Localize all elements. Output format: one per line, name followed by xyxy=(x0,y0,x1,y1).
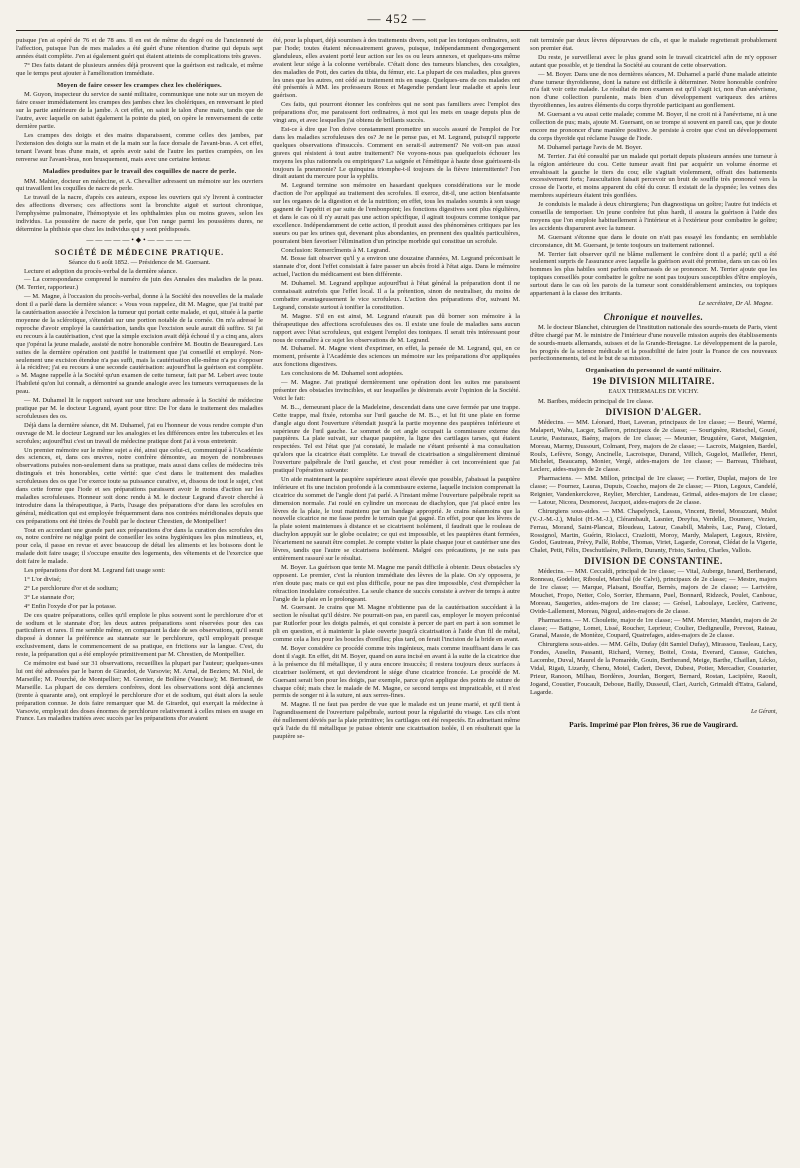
paragraph: M. Guyon, inspecteur du service de santé militaire, communique une note sur un moyen de faire cesser immédiatement les crampes des jambes chez les cholériques, en renversant le pied sur la partie antérieure de la jambe. A cet effet, on saisit le talon d'une main, tandis que de l'autre, avec laquelle on saisit également la pointe du pied, on opère le renversement de cette dernière partie. xyxy=(16,91,263,131)
list-item: 1° L'or divisé; xyxy=(24,576,61,583)
header-rule xyxy=(16,30,778,31)
paragraph: Un aide maintenant la paupière supérieure aussi élevée que possible, j'abaissai la paupière inférieure et fis une incision profonde à la commissure externe, laquelle incision comprenait la cicatrice du sommet de l'angle dont j'ai parlé. A l'instant même l'ouverture palpébrale reprit sa dimension normale. J'ai roulé en cylindre un morceau de diachylon, que j'ai placé entre les lèvres de la plaie, le tout maintenu par un bandage approprié. Je crains néanmoins que la nouvelle cicatrice ne me fasse perdre le terrain que j'ai gagné. En effet, pour que les lèvres de la plaie soient maintenues à distance et se cicatrisent isolément, il faudrait que le rouleau de diachylon appuyât sur le globe oculaire; ce qui est impossible, et les paupières étant fermées, l'écartement ne saurait être complet. Je compte visiter la plaie chaque jour et cautériser une des lèvres, tandis que l'autre se cicatrisera isolément. Malgré ces précautions, je ne suis pas entièrement rassuré sur le résultat. xyxy=(273,475,520,562)
paragraph: — M. Duhamel lit le rapport suivant sur une brochure adressée à la Société de médecine pratique par M. le docteur Legrand, ayant pour titre: De l'or dans le traitement des maladies scrofuleuses des os. xyxy=(16,397,263,420)
paragraph: M. Duhamel partage l'avis de M. Boyer. xyxy=(538,143,643,151)
paragraph: — La correspondance comprend le numéro de juin des Annales des maladies de la peau. (M. Terrier, rapporteur.) xyxy=(16,276,263,292)
paragraph: Médecins. — MM. Léonard, Huet, Laveran, principaux de 1re classe; — Beuré, Warmé, Malapert, Wahu, Lacger, Salleron, principaux de 2e classe; — Sourignère, Rietschel, Gouré, Leurie, Pasturaux, Baény, majors de 1re classe; — Meunier, Bruguière, Garet, Maignien, Moreau, Marmy, Dussourt, Colmant, Frey, majors de 2e classe; — Lacroix, Maignien, Bardel, Roulx, Lefèvre, Songy, Ancinelle, Lacroisque, Durand, Villich, Gugelot, Maillefer, Henri, Michelet, Beaucamp, Monier, Vergé, aides-majors de 1re classe; — Barreau, Thiébaut, Leclerc, aides-majors de 2e classe. xyxy=(530,418,777,474)
paragraph: Chirurgiens sous-aides. — MM. Gélis, Dufay (dit Samiel Dufay), Mirassou, Tauleau, Lacy, Fondes, Auselin, Passanti, Richard, Verney, Boitel, Costa, Everard, Causse, Guiches, Lacombe, Duval, Maurel de la Pomarède, Gouin, Bertherand, Meige, Barthe, Chaillan, Lécko, Vidal, Rigaü, Lizardy, Chenu, Motel, Cadert, Devot, Dubest, Potier, Mercadier, Cousturier, Prieur, Ranoon, Milhau, Bordères, Jourdan, Borgert, Bernard, Rostan, Lacipière, Raoult, Jogand, Coustier, Foucault, Deboue, Bailly, Dusseuil, Clari, Aurich, Grimaldi d'Estra, Galand, Lagarde. xyxy=(530,641,777,696)
paragraph: M. Terrier. J'ai été consulté par un malade qui portait depuis plusieurs années une tumeur à la région antérieure du cou. Cette tumeur avait fini par acquérir un volume énorme et envahissait la gauche le tiers du cou; elle s'agitait violemment, offrait des battements excessivement forts; l'auscultation faisait percevoir un bruit de souffle très prononcé vers la crosse de l'aorte, et moins apparent du côté du cœur. Il existait de la dyspnée; les veines des membres supérieurs étaient très gonflées. xyxy=(530,152,777,200)
section-heading-chronique: Chronique et nouvelles. xyxy=(603,311,704,322)
paragraph: Les conclusions de M. Duhamel sont adoptées. xyxy=(281,370,404,378)
paragraph: puisque j'en ai opéré de 76 et de 78 ans. Il en est de même du degré ou de l'ancienneté de l'affection, puisque l'un de mes malades a été guéri d'une rétention d'urine qui depuis sept années était complète. J'en ai également guéri qui étaient atteints de complications très graves. xyxy=(16,37,263,60)
gerant-signature: Le Gérant, xyxy=(751,708,777,715)
column-1 xyxy=(16,37,263,1162)
paragraph: De ces quatre préparations, celles qu'il emploie le plus souvent sont le perchlorure d'or et de sodium et le stannate d'or; les deux autres préparations sont réservées pour des cas particuliers et rares. Il me semble même, en comparant la date de ses observations, qu'il serait disposé à donner la préférence au stannate sur le perchlorure, qu'il employait presque exclusivement, dans le commencement de sa pratique, en frictions sur la langue. C'est, du reste, la préparation qui a été employée primitivement par M. Chrestien, de Montpellier. xyxy=(16,611,263,659)
paragraph: M. Boyer. La guérison que tente M. Magne me paraît difficile à obtenir. Deux obstacles s'y opposent. Le premier, c'est la réunion immédiate des lèvres de la plaie. On s'y opposera, je n'en doute pas; mais ce qui est plus difficile, pour ne pas dire impossible, c'est d'empêcher la rétraction inodulaire consécutive. La seule chance de succès consiste à aviver de temps à autre l'angle de la plaie en le prolongeant. xyxy=(273,563,520,603)
subheading-vichy: EAUX THERMALES DE VICHY. xyxy=(608,388,699,396)
paragraph: Tout en accordant une grande part aux préparations d'or dans la curation des scrofules des os, notre confrère ne néglige point de conseiller les soins hygiéniques les plus minutieux, et, pour cela, il passe en revue et avec beaucoup de détail les aliments et les boissons dont le malade doit faire usage; il s'occupe ensuite des logements, des vêtements et de l'exercice que doit faire le malade. xyxy=(16,526,263,566)
paragraph: Conclusion: Remercîments à M. Legrand. xyxy=(281,246,391,254)
paragraph: 7° Des faits datant de plusieurs années déjà prouvent que la guérison est radicale, et même que le temps peut ajouter à l'amélioration immédiate. xyxy=(16,61,263,77)
seance-line: Séance du 6 août 1852. — Présidence de M. Guersant. xyxy=(68,258,211,266)
list-item: 3° Le stannate d'or; xyxy=(24,593,75,601)
list-item: 4° Enfin l'oxyde d'or par la potasse. xyxy=(24,602,117,610)
section-heading-nacre: Maladies produites par le travail des coquilles de nacre de perle. xyxy=(42,167,237,175)
paragraph: Le travail de la nacre, d'après ces auteurs, expose les ouvriers qui s'y livrent à contracter des affections diverses; ces affections sont la bronchite aiguë et surtout chronique, l'emphysème pulmonaire, l'hémoptysie et les ophthalmies plus ou moins graves, selon les individus. La poussière de nacre de perle, que l'on range parmi les poussières dures, ne détermine la phthisie que chez les individus qui y sont prédisposés. xyxy=(16,194,263,233)
section-heading-organisation: Organisation du personnel de santé militaire. xyxy=(585,367,722,375)
paragraph: été, pour la plupart, déjà soumises à des traitements divers, soit par les toniques ordinaires, soit par l'iode; toutes étaient nécessairement graves, puisque, indépendamment d'engorgement glanduleux, elles avaient porté leur action sur les os ou leurs annexes, et quelques-uns même avaient leur siége à la colonne vertébrale. C'était donc des tumeurs blanches, des coxalgies, des maladies de Pott, des caries du tibia, du fémur, etc. La plupart de ces maladies, plus graves les unes que les autres, ont cédé au traitement mis en usage. Quelques-uns de ces malades ont été présentés à MM. les professeurs Roux et Magendie pendant leur maladie et après leur guérison. xyxy=(273,37,520,100)
paragraph: M. Magne. S'il en est ainsi, M. Legrand n'aurait pas dû borner son mémoire à la thérapeutique des affections scrofuleuses des os. Il existe une foule de maladies sans aucun rapport avec l'état scrofuleux, qui exigent l'emploi des toniques. Il serait très intéressant pour nous de connaître à ce sujet les observations de M. Legrand. xyxy=(273,312,520,344)
paragraph: M. Bosse fait observer qu'il y a environ une douzaine d'années, M. Legrand préconisait le stannate d'or, dont l'effet consistait à faire passer un abcès froid à l'état aigu. Dans le mémoire actuel, l'action du médicament est bien différente. xyxy=(273,255,520,279)
society-title: SOCIÉTÉ DE MÉDECINE PRATIQUE. xyxy=(54,247,225,257)
paragraph: — M. Magne. J'ai pratiqué dernièrement une opération dont les suites me paraissent présenter des obstacles invincibles, et sur lesquelles je désirerais avoir l'opinion de la Société. Voici le fait: xyxy=(273,379,520,402)
secretary-signature: Le secrétaire, Dr Al. Magne. xyxy=(698,300,773,307)
paragraph: Du reste, je surveillerai avec le plus grand soin le travail cicatriciel afin de m'y opposer autant que possible, et je tiendrai la Société au courant de cette observation. xyxy=(530,53,777,69)
paragraph: Déjà dans la dernière séance, dit M. Duhamel, j'ai eu l'honneur de vous rendre compte d'un ouvrage de M. le docteur Legrand sur les analogies et les différences entre les tubercules et les scrofules; aujourd'hui c'est un travail de médecine pratique dont j'ai à vous entretenir. xyxy=(16,421,263,445)
paragraph: M. Guersant. Je crains que M. Magne n'obtienne pas de la cautérisation succédant à la section le résultat qu'il désire. Ne pourrait-on pas, en pareil cas, employer le moyen préconisé par Rutlorfer pour les doigts palmés, et qui consiste à percer de part en part à son sommet le pli en question, et à maintenir la plaie ouverte jusqu'à cicatrisation à l'aide d'un fil de métal, comme cela a lieu pour les boucles d'oreilles; plus tard, on ferait l'incision de la bride en avant. xyxy=(273,604,520,644)
paragraph: Est-ce à dire que l'on doive constamment promettre un succès assuré de l'emploi de l'or dans les maladies scrofuleuses des os? Je ne le pense pas, et M. Legrand, puisqu'il rapporte quelques observations d'insuccès. Comment en serait-il autrement? Ne voit-on pas aussi graves qui résistent à tout autre traitement? Ne voyons-nous pas quelquefois échouer les moyens les plus rationnels ou empiriques? La saignée et l'émétique à haute dose guérissent-ils toujours la pneumonie? Le quinquina triomphe-t-il toujours de la fièvre intermittente? l'on dirait autant du mercure pour la syphilis. xyxy=(273,125,520,181)
paragraph: Ces faits, qui pourront étonner les confrères qui ne sont pas familiers avec l'emploi des préparations d'or, me paraissent fort ordinaires, à moi qui les mets en usage depuis plus de vingt ans, et avec lesquelles j'ai obtenu de brillants succès. xyxy=(273,101,520,125)
paragraph: M. Terrier fait observer qu'il ne blâme nullement le confrère dont il a parlé; qu'il a été seulement surpris de l'assurance avec laquelle la guérison avait été promise, dans un cas où les hommes les plus habiles sont parfois embarrassés de se prononcer. M. Terrier ajoute que les topiques conseillés pour combattre le goître ne sont pas toujours susceptibles d'être employés, surtout dans le cas où les parois de la tumeur sont considérablement amincies, ou topiques appartenant à la classe des irritants. xyxy=(530,250,777,298)
paragraph: M. Guersant s'étonne que dans le doute on n'ait pas essayé les fondants; en semblable circonstance, dit M. Guersant, je tente toujours un traitement rationnel. xyxy=(530,233,777,249)
division-heading-alger: DIVISION D'ALGER. xyxy=(605,406,702,417)
paragraph: Un premier mémoire sur le même sujet a été, ainsi que celui-ci, communiqué à l'Académie des sciences, et, dans ces œuvres, notre confrère démontre, au moyen de nombreuses observations puisées non-seulement dans sa pratique, mais aussi dans celles de médecins très distingués et très honorables, cette vérité: que c'est dans le traitement des maladies scrofuleuses des os que l'or exerce toute sa puissance curative, et, dissous de tout le sujet, c'est dans cette forme que l'iode et ses préparations paraissent avoir le moins d'action sur les maladies scrofuleuses. Honneur soit donc rendu à M. le docteur Legrand d'avoir cherché à introduire dans la thérapeutique, à Paris, l'usage des préparations d'or dans les scrofules en général, médication qui est employée fréquemment dans nos contrées méridionales depuis que ces préparations ont été tirées de l'oubli par le docteur Chrestien, de Montpellier! xyxy=(16,446,263,525)
paragraph: — M. Magne, à l'occasion du procès-verbal, donne à la Société des nouvelles de la malade dont il a parlé dans la dernière séance: « Vous vous rappelez, dit M. Magne, que j'ai traité par la cautérisation associée à l'excision la tumeur qui portait cette malade, et qui, située à la partie moyenne de la sclérotique, s'étendait sur une portion notable de la cornée. On m'a adressé le reproche d'avoir employé la cautérisation, tandis que l'excision seule aurait dû suffire. Si j'ai eu recours à la cautérisation, c'est que la simple excision avait déjà échoué il y a cinq ans, alors que j'opérai la jeune malade, assisté de notre honorable confrère M. Boutin de Beauregard. Les suites de la dernière opération ont justifié le traitement que j'ai conseillé et employé. Non-seulement une excision étendue n'a pas suffi, mais la cautérisation elle-même n'a pu s'opposer à la récidive; j'ai eu recours à une seconde cautérisation: aujourd'hui la guérison est complète. » M. Magne rappelle à la Société qu'un examen de cette tumeur, fait par M. Lebert avec toute l'habileté qu'on lui connaît, a démontré sa grande analogie avec les tumeurs verruqueuses de la peau. xyxy=(16,293,263,396)
paragraph: Les préparations d'or dont M. Legrand fait usage sont: xyxy=(24,567,166,575)
paragraph: M. B..., demeurant place de la Madeleine, descendait dans une cave fermée par une trappe. Cette trappe, mal fixée, retomba sur l'œil gauche de M. B..., et lui fit une plaie en forme d'angle aigu dont l'ouverture s'étendait jusqu'à la partie moyenne des paupières inférieure et supérieure de l'œil gauche. Le sommet de cet angle occupait la commissure externe des paupières. La plaie suivait, sur chaque paupière, la ligne des cartilages tarses, qui étaient respectées. Tel est l'état que j'ai constaté, le malade ne s'étant présenté à ma consultation qu'alors que la cicatrice était complète. Le travail de cicatrisation a singulièrement diminué l'ouverture palpébrale de l'œil gauche, et c'est pour remédier à cet inconvénient que j'ai pratiqué l'opération suivante: xyxy=(273,403,520,475)
division-heading-19: 19e DIVISION MILITAIRE. xyxy=(592,376,715,387)
paragraph: M. Duhamel. M. Magne vient d'exprimer, en effet, la pensée de M. Legrand, qui, en ce moment, présente à l'Académie des sciences un mémoire sur les préparations d'or appliquées aux fonctions digestives. xyxy=(273,345,520,369)
paragraph: Chirurgiens sous-aides. — MM. Chapelynck, Lassus, Vincent, Bretel, Morazzani, Mulot (V.-J.-M.-J.), Mulot (H.-M.-J.), Clérambault, Lasnier, Dreyfus, Verdelle, Doumerc, Vezien, Ferrau, Morand, Saint-Plancat, Bloudeau, Latour, Casabill, Mabrès, Lac, Paraj, Clotard, Rossignol, Martin, Guérin, Riolacci, Crazlotti, Moroy, Mardy, Malapert, Legoux, Rivière, Godot, Gautreau, Prévy, Pallé, Robbe, Thomas, Viriet, Lagarde, Coronat, Clédat de la Vigerie, Chalet, Petit, Félix, Deschuttlaère, Pellerin, Duranty, Fristo, Sardou, Charles, Vallois. xyxy=(530,507,777,555)
paragraph: Ce mémoire est basé sur 31 observations, recueillies la plupart par l'auteur; quelques-unes lui ont été adressées par le baron de Girardot, de Varsovie; M. Arnal, de Beziers; M. Niel, de Marseille; M. Pourché, de Montpellier; M. Grenier, de Bollène (Vaucluse); M. Bertrand, de Marseille. La plupart de ces derniers confrères, dont les observations sont déjà anciennes (trente à quarante ans), ont employé le perchlorure d'or et de sodium, qui était alors la seule préparation connue. Je dois faire remarquer que M. de Girardot, qui exerçait la médecine à Varsovie, employait des doses énormes de perchlorure relativement à celles mises en usage en France. Les maladies traitées avec succès par les préparations d'or avaient xyxy=(16,660,263,723)
column-3 xyxy=(530,37,777,1162)
paragraph: Pharmaciens. — M. Choulette, major de 1re classe; — MM. Mercier, Mandet, majors de 2e classe; — Batigne, Lomet, Lissé, Roucher, Leprieur, Coulier, Dedigneulle, Prevost, Rateau, Granal, Massie, de Montèze, Coupard, Quatrefages, aides-majors de 2e classe. xyxy=(530,616,777,640)
page-number: — 452 — xyxy=(367,11,427,26)
paragraph: — M. Boyer. Dans une de nos dernières séances, M. Duhamel a parlé d'une malade atteinte d'une tumeur thyroïdienne, dont la nature est difficile à déterminer. Notre honorable confrère m'a fait voir cette malade. Le résultat de mon examen est qu'il s'agit ici, non d'un anévrisme, non d'une collection purulente, mais bien d'un développement variqueux des artères thyroïdiennes, les autres éléments du corps thyroïde participant au gonflement. xyxy=(530,70,777,110)
paragraph: Les crampes des doigts et des mains disparaissent, comme celles des jambes, par l'extension des doigts sur la main et de la main sur la face dorsale de l'avant-bras. A cet effet, tenant l'avant bras d'une main, et après avoir saisi de l'autre les parties crampées, on les renverse sur l'avant-bras, non brusquement, mais avec une certaine lenteur. xyxy=(16,131,263,163)
columns xyxy=(16,37,778,1162)
paragraph: M. Duhamel. M. Legrand applique aujourd'hui à l'état général la préparation dont il ne connaissait autrefois que l'effet local. Il a la prétention, sinon de neutraliser, du moins de combattre avantageusement le vice scrofuleux. L'action des préparations d'or, suivant M. Legrand, consiste surtout à tonifier la constitution. xyxy=(273,280,520,311)
paragraph: Médecins. — MM. Ceccaldi, principal de 1re classe; — Vital, Auberge, Isnard, Bertherand, Ronneau, Godelier, Riboulet, Marchal (de Calvi), principaux de 2e classe; — Mestre, majors de 1re classe; — Marque, Plaisant, Bouffar, Bernès, majors de 2e classe; — Larivière, Mouchet, Fropo, Netter, Colo, Sorrier, Ehrmann, Puel, Bonnard, Ridzeck, Poulet, Canbouc, Moreau, Saugeries, aides-majors de 1re classe; — Grésel, Laboulaye, Leclère, Carivenc, Ovide-Lallement, Moreau, Nigoul, aides-majors de 2e classe. xyxy=(530,568,777,615)
paragraph: Je conduisis le malade à deux chirurgiens; l'un diagnostiqua un goître; l'autre fut indécis et conseilla de temporiser. Un jeune confrère fut plus hardi, il assura la guérison à l'aide des moyens que l'on emploie habituellement à l'intérieur et à l'extérieur pour combattre le goître; les accidents disparurent avec la tumeur. xyxy=(530,201,777,232)
section-heading-crampes: Moyen de faire cesser les crampes chez les cholériques. xyxy=(57,81,222,89)
paragraph: Lecture et adoption du procès-verbal de la dernière séance. xyxy=(24,267,178,275)
list-item: 2° Le perchlorure d'or et de sodium; xyxy=(24,584,119,592)
paragraph: Pharmaciens. — MM. Millon, principal de 1re classe; — Fortier, Duplat, majors de 1re classe; — Fournez, Lauras, Dupuis, Coacho, majors de 2e classe; — Piton, Legoux, Candelé, Reignier, Vandenkerckove, Reylier, Merchier, Landreau, Grimal, aides-majors de 1re classe; — Latour, Nicora, Desmorest, Jacquot, aides-majors de 2e classe. xyxy=(530,475,777,506)
division-heading-constantine: DIVISION DE CONSTANTINE. xyxy=(584,556,723,567)
printer-line: Paris. Imprimé par Plon frères, 36 rue de Vaugirard. xyxy=(569,719,738,729)
paragraph: rait terminée par deux lèvres dépourvues de cils, et que le malade regretterait probablement son premier état. xyxy=(530,37,777,52)
column-2 xyxy=(273,37,520,1162)
paragraph: M. Legrand termine son mémoire en hasardant quelques considérations sur le mode d'action de l'or appliqué au traitement des scrofules. Il exerce, dit-il, une action bienfaisante sur les organes de la digestion et de la nutrition; en effet, tous les malades soumis à son usage gagnent de l'appétit et par suite de l'embonpoint; les fonctions digestives sont plus régulières, et dans le cas où il n'y aurait pas une action spécifique, il agirait toujours comme tonique par excellence. Indépendamment de cette action, il produit aussi des phénomènes critiques par les sueurs ou par les urines qui, devenant plus abondantes, en prennent des qualités particulières, pourraient bien favoriser l'élimination d'un principe morbide qui constitue un scrofule. xyxy=(273,182,520,245)
paragraph: M. Boyer considère ce procédé comme très ingénieux, mais comme insuffisant dans le cas dont il s'agit. En effet, dit M. Boyer, quand on aura incisé en avant à la suite de la cicatrice due à la présence du fil métallique, il y aura encore insuccès; il restera toujours deux surfaces à cicatriser isolément, et qui deviendront le siége d'une cicatrice froncée. Le procédé de M. Guersant serait bon pour les doigts, par exemple, parce qu'on applique des points de suture de chaque côté; mais chez le malade de M. Magne, ce second temps est impraticable, et il n'est permis de songer ni à la suture, ni aux serres-fines. xyxy=(273,644,520,700)
paragraph: M. Baribes, médecin principal de 1re classe. xyxy=(538,398,654,406)
ornament-divider: —————•◆•————— xyxy=(86,235,193,244)
paragraph: M. Magne. Il ne faut pas perdre de vue que le malade est un jeune marié, et qu'il tient à l'agrandissement de l'ouverture palpébrale, surtout pour la régularité du visage. Les cils n'ont été nullement déviés par la plaie primitive; les cartilages ont été respectés. En admettant même qu'à l'aide du fil métallique je puisse obtenir une cicatrisation isolée, il en résulterait que la paupière se- xyxy=(273,701,520,740)
paragraph: MM. Mahier, docteur en médecine, et A. Chevallier adressent un mémoire sur les ouvriers qui travaillent les coquilles de nacre de perle. xyxy=(16,177,263,193)
paragraph: M. le docteur Blanchet, chirurgien de l'institution nationale des sourds-muets de Paris, vient d'être chargé par M. le ministre de l'intérieur d'une nouvelle mission auprès des établissements de sourds-muets allemands, suisses et de la Grande-Bretagne. Le développement de la parole, les progrès de la science médicale et la possibilité de faire jouir la France de ces nouveaux perfectionnements, tel est le but de sa mission. xyxy=(530,323,777,363)
paragraph: M. Guersant a vu aussi cette malade; comme M. Boyer, il ne croit ni à l'anévrisme, ni à une collection de pus; mais, ajoute M. Guersant, on se trompe si souvent en pareil cas, que je doute encore me prononcer d'une manière positive. Je persiste à croire que c'est un développement du corps thyroïde qui réclame l'usage de l'iode. xyxy=(530,111,777,142)
